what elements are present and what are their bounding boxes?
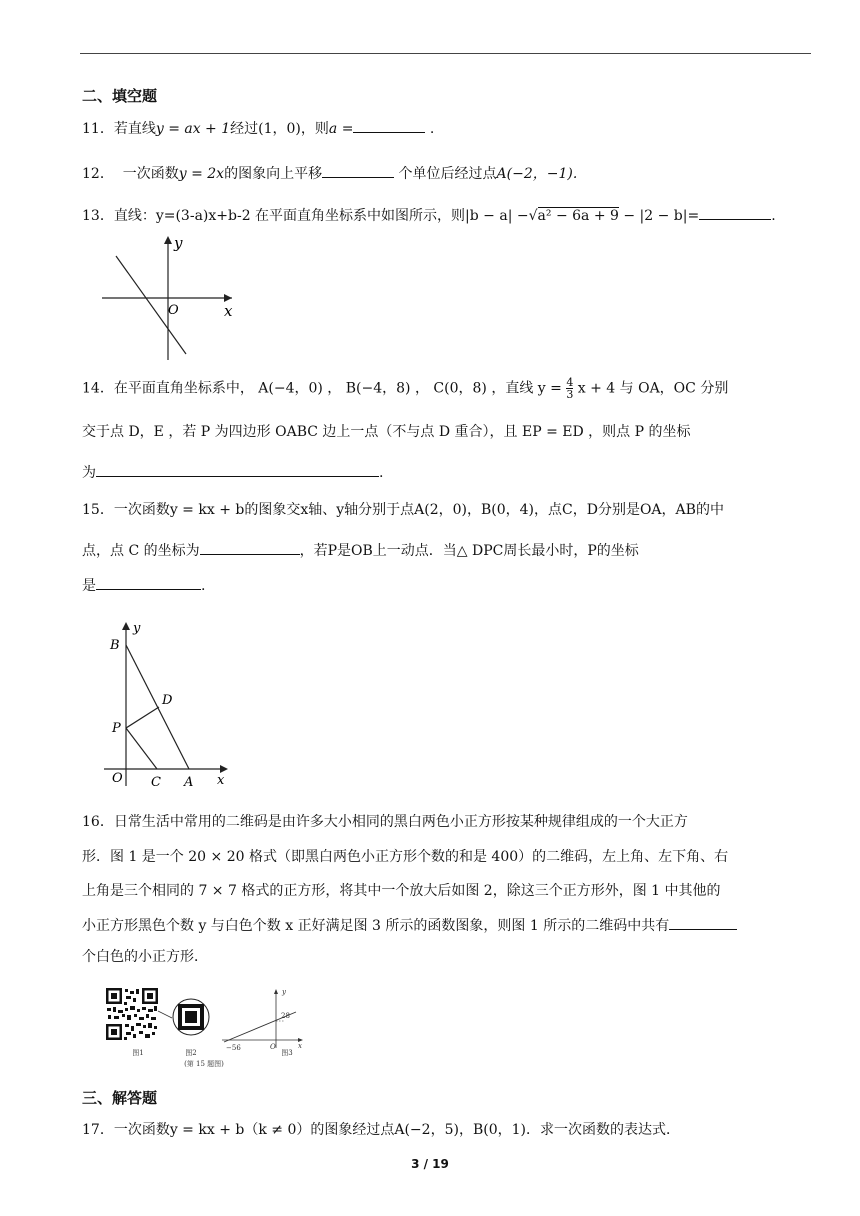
figure-16-qr-and-graph (100, 984, 310, 1072)
answer-blank[interactable] (322, 163, 394, 178)
question-15-line-3: 是 . (82, 575, 205, 596)
sqrt-expression: a² − 6a + 9 (537, 208, 619, 224)
question-11: 11．若直线y = ax + 1经过(1，0)，则a = . (82, 118, 434, 139)
point-p-label: P (112, 721, 121, 736)
point-d-label: D (162, 693, 173, 708)
y-axis-label: y (133, 621, 141, 636)
point-a-label: A (184, 775, 194, 790)
figure-2-caption: 图2 (185, 1049, 197, 1057)
question-13: 13．直线：y=(3-a)x+b-2 在平面直角坐标系中如图所示，则|b − a| −√a² − 6a + 9 − |2 − b|= . (82, 205, 776, 226)
question-16-line-2: 形．图 1 是一个 20 × 20 格式（即黑白两色小正方形个数的和是 400）的二维码，左上角、左下角、右 (82, 849, 729, 865)
figure-1-caption: 图1 (132, 1049, 144, 1057)
question-16-line-1: 16．日常生活中常用的二维码是由许多大小相同的黑白两色小正方形按某种规律组成的一个大正方 (82, 814, 688, 830)
y-axis-label: y (174, 234, 183, 252)
answer-blank[interactable] (699, 205, 771, 220)
answer-blank[interactable] (200, 540, 300, 555)
figure-3-caption: 图3 (281, 1049, 293, 1057)
point-c-label: C (151, 775, 161, 790)
fraction: $\frac{4}{3}$ (566, 376, 574, 401)
answer-blank[interactable] (96, 575, 201, 590)
answer-blank[interactable] (669, 915, 737, 930)
page-number: 3 / 19 (411, 1157, 449, 1171)
fig3-intercept-28: 28 (281, 1012, 290, 1020)
answer-blank[interactable] (353, 118, 425, 133)
x-axis-label: x (224, 302, 233, 320)
section-title-solve: 三、解答题 (82, 1089, 158, 1107)
question-12: 12． 一次函数y = 2x的图象向上平移 个单位后经过点A(−2，−1). (82, 163, 577, 184)
origin-label: O (168, 303, 179, 318)
question-16-line-3: 上角是三个相同的 7 × 7 格式的正方形，将其中一个放大后如图 2，除这三个正方形外，图 1 中其他的 (82, 883, 721, 899)
question-14-line-2: 交于点 D，E ，若 P 为四边形 OABC 边上一点（不与点 D 重合），且 EP = ED ，则点 P 的坐标 (82, 424, 691, 440)
fig3-y-label: y (282, 988, 286, 996)
qr-code-image (106, 988, 158, 1040)
question-14-line-1: 14．在平面直角坐标系中， A(−4，0) ， B(−4，8) ， C(0，8) ，直线 y = $\frac{4}{3}$ x + 4 与 OA，OC 分别 (82, 376, 729, 401)
answer-blank[interactable] (96, 462, 379, 477)
fig3-intercept-minus56: −56 (226, 1044, 241, 1052)
fig3-origin: O (270, 1043, 276, 1051)
question-16-line-5: 个白色的小正方形． (82, 949, 208, 965)
question-14-line-3: 为 . (82, 462, 383, 483)
question-15-line-1: 15．一次函数y = kx + b的图象交x轴、y轴分别于点A(2，0)，B(0，4)，点C，D分别是OA，AB的中 (82, 502, 724, 518)
header-rule (80, 53, 811, 54)
x-axis-label: x (217, 773, 225, 788)
figure-13-graph (98, 232, 240, 362)
figure-note: (第 15 题图) (184, 1060, 224, 1068)
origin-label: O (112, 771, 123, 786)
question-17: 17．一次函数y = kx + b（k ≠ 0）的图象经过点A(−2，5)，B(0，1)．求一次函数的表达式． (82, 1122, 680, 1138)
point-b-label: B (110, 638, 120, 653)
fig3-x-label: x (298, 1042, 302, 1050)
figure-15-graph (100, 618, 230, 790)
question-15-line-2: 点，点 C 的坐标为 ，若P是OB上一动点．当△ DPC周长最小时，P的坐标 (82, 540, 639, 561)
question-16-line-4: 小正方形黑色个数 y 与白色个数 x 正好满足图 3 所示的函数图象，则图 1 所示的二维码中共有 (82, 915, 737, 936)
section-title-fill-blank: 二、填空题 (82, 87, 158, 105)
